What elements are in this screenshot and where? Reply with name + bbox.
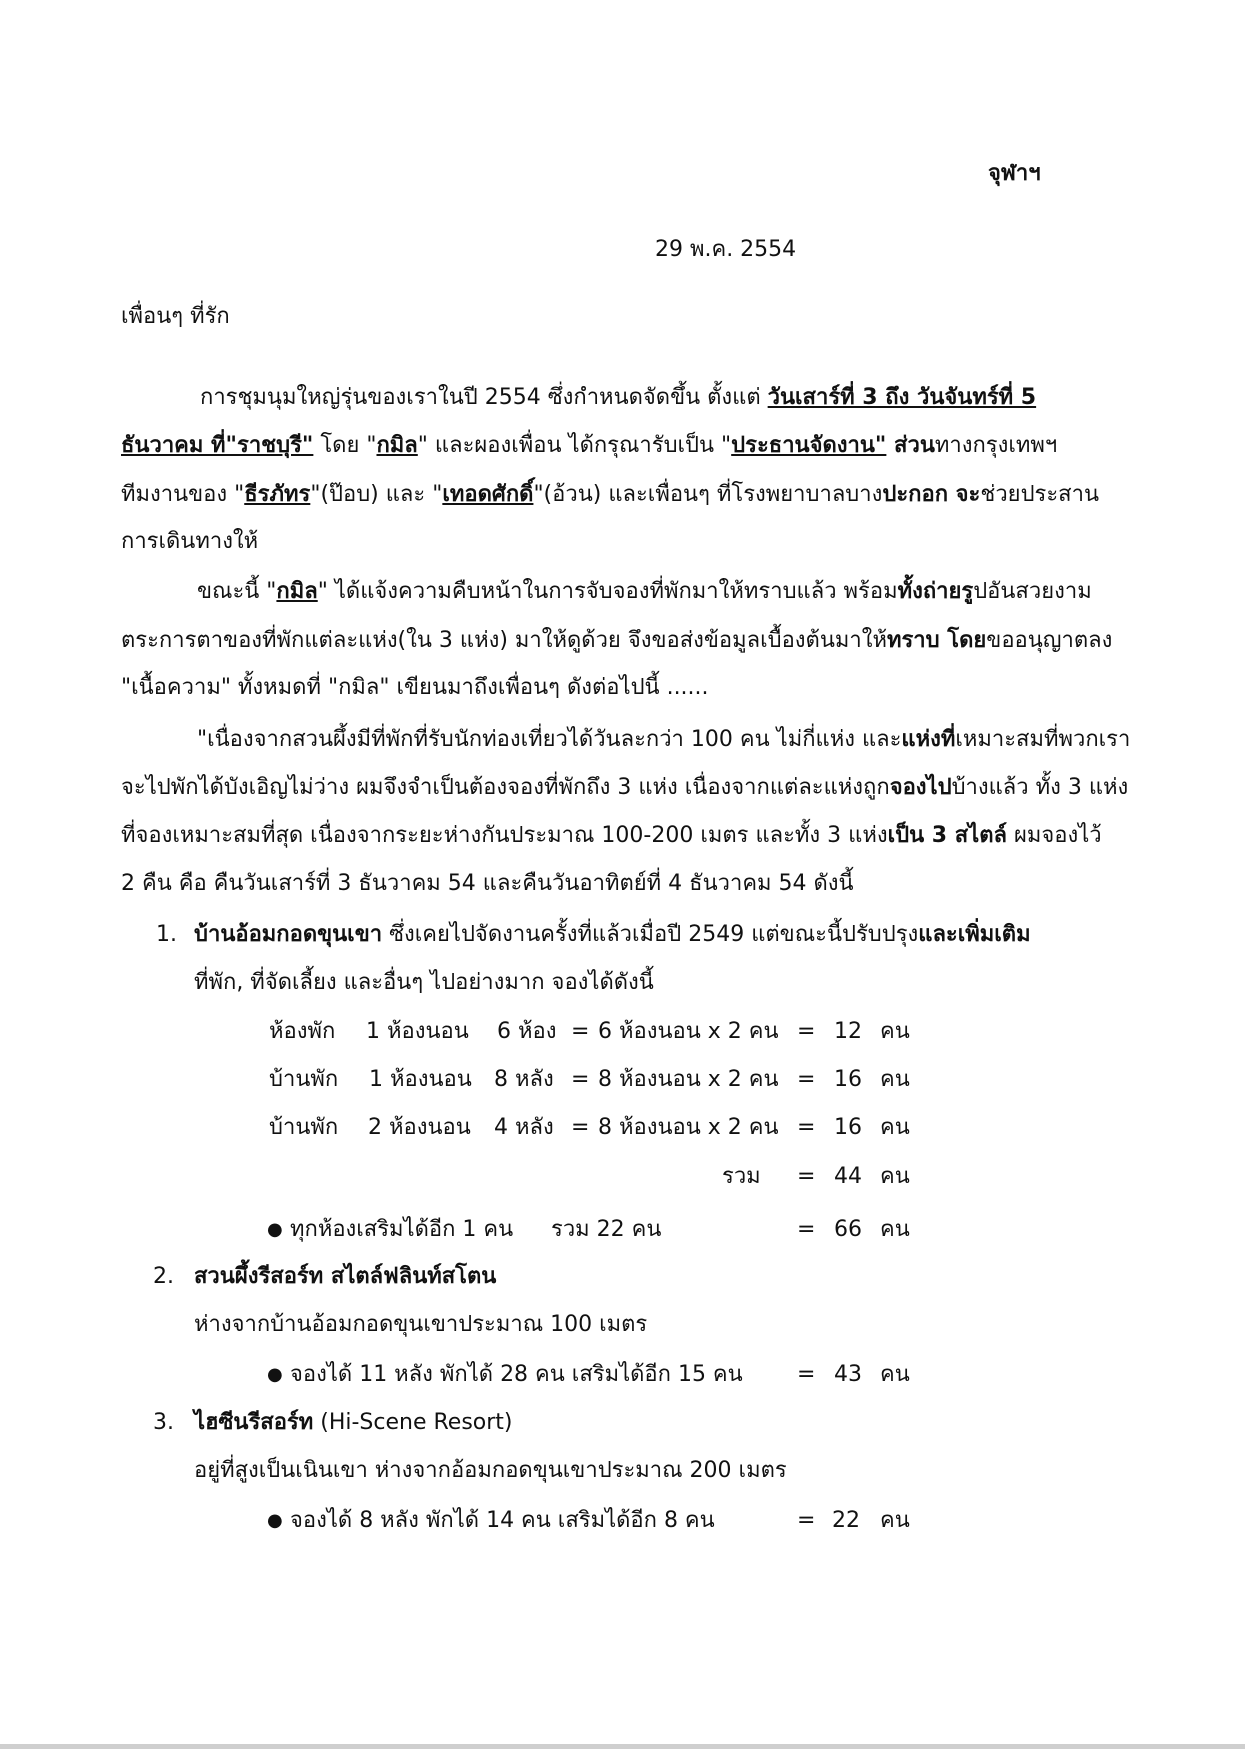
room-extra-total: 66 [834,1217,862,1242]
room-extra-sum: รวม 22 คน [551,1217,662,1242]
para1-line2: ธันวาคม ที่"ราชบุรี" โดย "กมิล" และผองเพื่อน ได้กรุณารับเป็น "ประธานจัดงาน" ส่วนทางกรุงเทพฯ [121,433,1058,458]
item2-total: 43 [834,1362,862,1387]
item3-number: 3. [153,1410,174,1435]
room-row1-total: 12 [834,1019,862,1044]
para2-line2: ตระการตาของที่พักแต่ละแห่ง(ใน 3 แห่ง) มาให้ดูด้วย จึงขอส่งข้อมูลเบื้องต้นมาให้ทราบ โดยขออนุญาตลง [121,628,1113,653]
para3-line3: ที่จองเหมาะสมที่สุด เนื่องจากระยะห่างกันประมาณ 100-200 เมตร และทั้ง 3 แห่งเป็น 3 สไตล์ ผมจองไว้ [121,823,1102,848]
room-row2-eq2: = [797,1067,816,1092]
item2-unit: คน [880,1362,910,1387]
room-row2-beds: 1 ห้องนอน [369,1067,472,1092]
room-sum-eq: = [797,1164,816,1189]
room-extra-unit: คน [880,1217,910,1242]
letter-date: 29 พ.ค. 2554 [655,237,797,262]
para3-line1: "เนื่องจากสวนผึ้งมีที่พักที่รับนักท่องเที่ยวได้วันละกว่า 100 คน ไม่กี่แห่ง และแห่งที่เหมาะสมที่พวกเรา [197,727,1131,752]
room-row1-type: ห้องพัก [269,1019,336,1044]
room-row2-total: 16 [834,1067,862,1092]
item2-number: 2. [153,1264,174,1289]
room-row2-type: บ้านพัก [269,1067,339,1092]
room-row3-unit: คน [880,1115,910,1140]
room-sum-label: รวม [722,1164,761,1189]
room-row2-eq1: = [571,1067,590,1092]
room-row3-units: 4 หลัง [494,1115,554,1140]
item3-total: 22 [832,1508,860,1533]
room-row3-eq1: = [571,1115,590,1140]
item3-unit: คน [880,1508,910,1533]
sender-signature: จุฬาฯ [988,161,1041,186]
room-row2-units: 8 หลัง [494,1067,554,1092]
item1-desc: ที่พัก, ที่จัดเลี้ยง และอื่นๆ ไปอย่างมาก จองได้ดังนี้ [194,970,654,995]
room-row1-calc: 6 ห้องนอน x 2 คน [598,1019,779,1044]
room-row3-eq2: = [797,1115,816,1140]
item2-desc: ห่างจากบ้านอ้อมกอดขุนเขาประมาณ 100 เมตร [194,1312,648,1337]
room-row2-calc: 8 ห้องนอน x 2 คน [598,1067,779,1092]
scan-edge-divider [0,1744,1245,1749]
item3-bullet-text: จองได้ 8 หลัง พักได้ 14 คน เสริมได้อีก 8 คน [290,1508,715,1533]
room-row3-total: 16 [834,1115,862,1140]
para1-line4: การเดินทางให้ [121,529,259,554]
room-row1-units: 6 ห้อง [497,1019,557,1044]
room-row3-type: บ้านพัก [269,1115,339,1140]
room-sum-unit: คน [880,1164,910,1189]
room-extra-eq: = [797,1217,816,1242]
para1-line1: การชุมนุมใหญ่รุ่นของเราในปี 2554 ซึ่งกำหนดจัดขึ้น ตั้งแต่ วันเสาร์ที่ 3 ถึง วันจันทร์ที่ 5 [200,385,1037,410]
item1-number: 1. [156,922,177,947]
item2-bullet-text: จองได้ 11 หลัง พักได้ 28 คน เสริมได้อีก 15 คน [290,1362,743,1387]
para3-line2: จะไปพักได้บังเอิญไม่ว่าง ผมจึงจำเป็นต้องจองที่พักถึง 3 แห่ง เนื่องจากแต่ละแห่งถูกจองไปบ้างแล้ว ทั้ง 3 แห่ง [121,775,1129,800]
para2-line3: "เนื้อความ" ทั้งหมดที่ "กมิล" เขียนมาถึงเพื่อนๆ ดังต่อไปนี้ ...... [121,675,709,700]
item2-title: สวนผึ้งรีสอร์ท สไตล์ฟลินท์สโตน [194,1264,497,1289]
para2-line1: ขณะนี้ "กมิล" ได้แจ้งความคืบหน้าในการจับจองที่พักมาให้ทราบแล้ว พร้อมทั้งถ่ายรูปอันสวยงาม [197,579,1092,604]
room-extra-text: ทุกห้องเสริมได้อีก 1 คน [290,1217,514,1242]
room-row2-unit: คน [880,1067,910,1092]
item3-desc: อยู่ที่สูงเป็นเนินเขา ห่างจากอ้อมกอดขุนเขาประมาณ 200 เมตร [194,1458,787,1483]
bullet-icon: ● [267,1364,283,1385]
room-row3-beds: 2 ห้องนอน [368,1115,471,1140]
item3-eq: = [797,1508,816,1533]
item3-heading: ไฮซีนรีสอร์ท (Hi-Scene Resort) [194,1410,513,1435]
item2-eq: = [797,1362,816,1387]
bullet-icon: ● [267,1219,283,1240]
item1-heading: บ้านอ้อมกอดขุนเขา ซึ่งเคยไปจัดงานครั้งที่แล้วเมื่อปี 2549 แต่ขณะนี้ปรับปรุงและเพิ่มเติม [194,922,1031,947]
room-row3-calc: 8 ห้องนอน x 2 คน [598,1115,779,1140]
para3-line4: 2 คืน คือ คืนวันเสาร์ที่ 3 ธันวาคม 54 และคืนวันอาทิตย์ที่ 4 ธันวาคม 54 ดังนี้ [121,871,854,896]
bullet-icon: ● [267,1510,283,1531]
room-row1-unit: คน [880,1019,910,1044]
para1-line3: ทีมงานของ "ธีรภัทร"(ป๊อบ) และ "เทอดศักดิ์"(อ้วน) และเพื่อนๆ ที่โรงพยาบาลบางปะกอก จะช่วยประสาน [121,482,1099,507]
room-row1-eq1: = [571,1019,590,1044]
salutation: เพื่อนๆ ที่รัก [121,304,230,329]
room-sum-total: 44 [834,1164,862,1189]
room-row1-eq2: = [797,1019,816,1044]
room-row1-beds: 1 ห้องนอน [366,1019,469,1044]
